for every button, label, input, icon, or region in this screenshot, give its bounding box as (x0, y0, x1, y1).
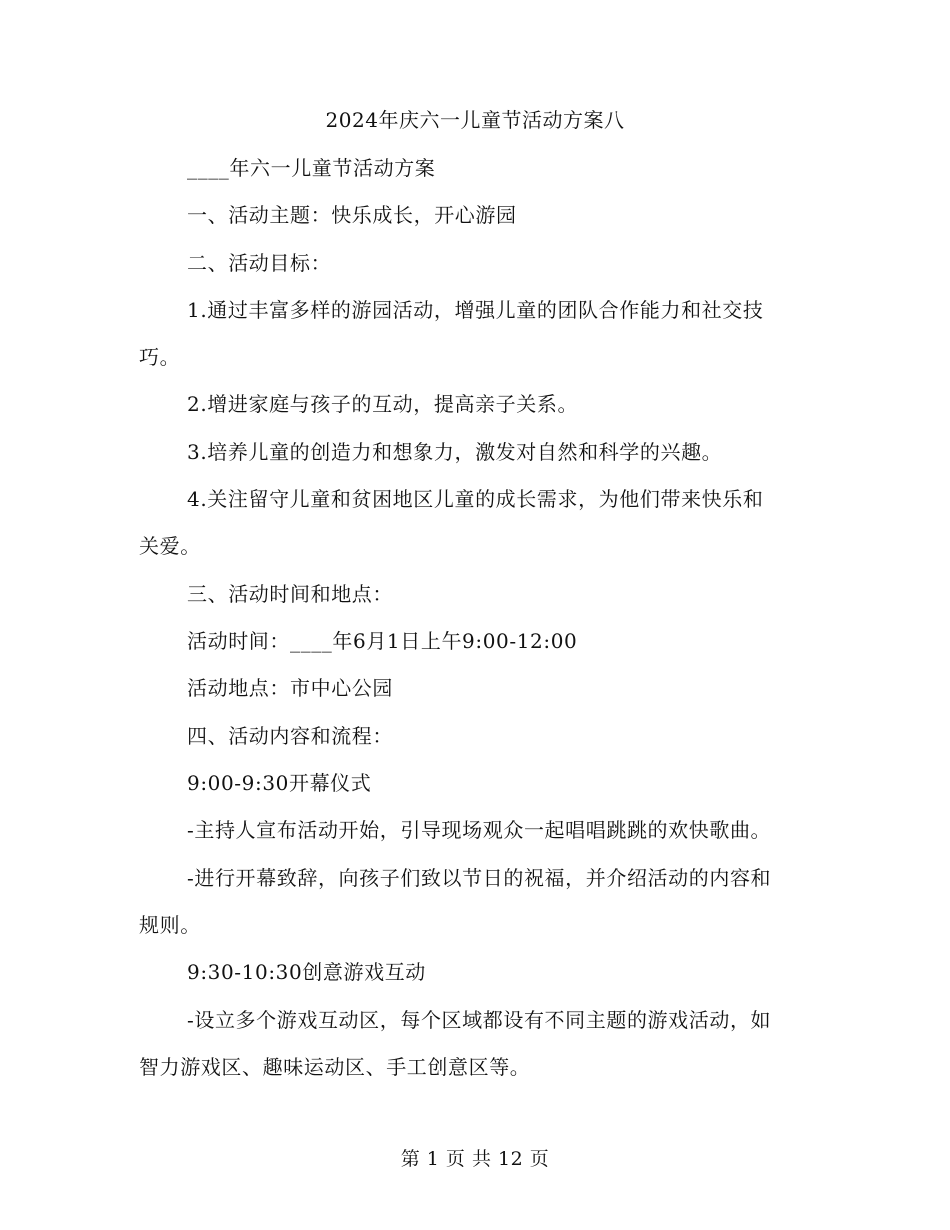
goal-1-line-1: 1.通过丰富多样的游园活动，增强儿童的团队合作能力和社交技 (187, 298, 764, 322)
opening-item-2-line-2: 规则。 (139, 913, 201, 937)
section-heading-goals: 二、活动目标： (187, 251, 332, 275)
games-item-1-line-1: -设立多个游戏互动区，每个区域都设有不同主题的游戏活动，如 (187, 1008, 772, 1032)
section-heading-time-place: 三、活动时间和地点： (187, 582, 393, 606)
opening-item-2-line-1: -进行开幕致辞，向孩子们致以节日的祝福，并介绍活动的内容和 (187, 866, 772, 890)
goal-4-line-2: 关爱。 (139, 534, 201, 558)
activity-time: 活动时间：____年6月1日上午9:00-12:00 (187, 629, 578, 653)
schedule-opening: 9:00-9:30开幕仪式 (187, 771, 372, 795)
document-title: 2024年庆六一儿童节活动方案八 (325, 108, 625, 132)
page-footer: 第 1 页 共 12 页 (400, 1148, 550, 1170)
section-heading-theme: 一、活动主题：快乐成长，开心游园 (187, 203, 517, 227)
games-item-1-line-2: 智力游戏区、趣味运动区、手工创意区等。 (139, 1055, 531, 1079)
activity-place: 活动地点：市中心公园 (187, 676, 393, 700)
goal-1-line-2: 巧。 (139, 345, 181, 369)
goal-4-line-1: 4.关注留守儿童和贫困地区儿童的成长需求，为他们带来快乐和 (187, 487, 764, 511)
goal-3: 3.培养儿童的创造力和想象力，激发对自然和科学的兴趣。 (187, 440, 723, 464)
opening-item-1: -主持人宣布活动开始，引导现场观众一起唱唱跳跳的欢快歌曲。 (187, 818, 772, 842)
section-heading-content: 四、活动内容和流程： (187, 724, 393, 748)
schedule-games: 9:30-10:30创意游戏互动 (187, 960, 426, 984)
goal-2: 2.增进家庭与孩子的互动，提高亲子关系。 (187, 392, 579, 416)
subtitle-line: ____年六一儿童节活动方案 (187, 156, 436, 180)
